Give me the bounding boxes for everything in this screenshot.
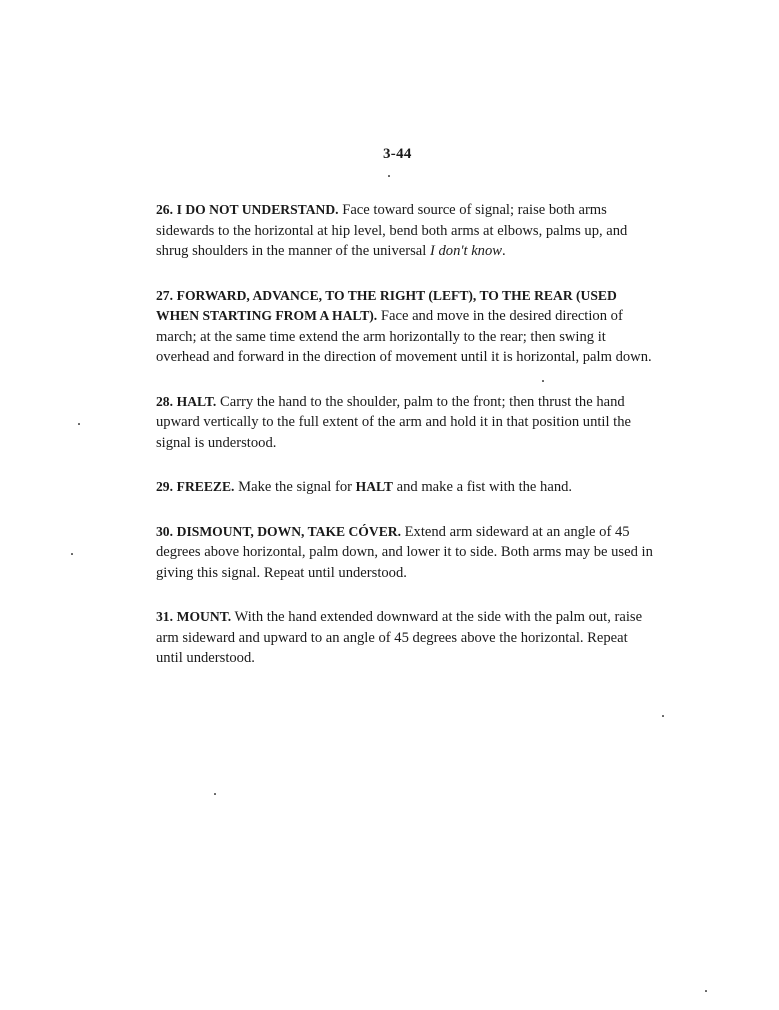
entry-heading: FREEZE. bbox=[176, 479, 235, 494]
signal-entry-30 bbox=[156, 522, 658, 584]
entry-number: 29. bbox=[156, 479, 173, 494]
scan-speck bbox=[542, 380, 544, 382]
entry-heading: MOUNT. bbox=[176, 609, 232, 624]
entry-text: Extend arm sideward at an angle of 45 degrees above horizontal, palm down, and lower it to side. Both arms may be used in giving this signal. Repeat until understood. bbox=[156, 523, 653, 581]
scan-speck bbox=[214, 793, 216, 795]
entry-heading: DISMOUNT, DOWN, TAKE CÓVER. bbox=[176, 523, 401, 539]
entry-number: 31. bbox=[156, 609, 173, 624]
signal-entry-26 bbox=[156, 200, 658, 262]
entry-text-tail: . bbox=[502, 243, 506, 259]
entry-number: 27. bbox=[156, 287, 173, 303]
scan-speck bbox=[388, 175, 390, 177]
entry-text: Carry the hand to the shoulder, palm to the front; then thrust the hand upward vertically to the full extent of the arm and hold it in that position until the signal is understood. bbox=[156, 393, 632, 451]
entry-text: With the hand extended downward at the side with the palm out, raise arm sideward and upward to an angle of 45 degrees above the horizontal. Repeat until understood. bbox=[156, 609, 643, 666]
signal-list bbox=[156, 200, 658, 669]
entry-emphasis: I don't know bbox=[429, 243, 503, 259]
entry-number: 30. bbox=[156, 523, 173, 539]
signal-entry-27 bbox=[156, 286, 658, 368]
entry-heading: FORWARD, ADVANCE, TO THE RIGHT (LEFT), TO THE REAR (USED WHEN STARTING FROM A HALT). bbox=[156, 287, 617, 323]
entry-text: Make the signal for bbox=[238, 479, 352, 495]
signal-entry-29 bbox=[156, 477, 658, 498]
entry-text-tail: and make a fist with the hand. bbox=[396, 479, 573, 495]
signal-entry-28 bbox=[156, 392, 658, 454]
entry-number: 28. bbox=[156, 393, 173, 409]
entry-heading: HALT. bbox=[176, 393, 217, 409]
entry-text: Face toward source of signal; raise both arms sidewards to the horizontal at hip level, bend both arms at elbows, palms up, and shrug shoulders in the manner of the universal bbox=[156, 202, 628, 259]
scan-speck bbox=[78, 423, 80, 425]
entry-inline-bold: HALT bbox=[355, 479, 393, 494]
signal-entry-31 bbox=[156, 607, 658, 669]
entry-number: 26. bbox=[156, 202, 173, 217]
scan-speck bbox=[705, 990, 707, 992]
entry-text: Face and move in the desired direction of march; at the same time extend the arm horizontally to the rear; then swing it overhead and forward in the direction of movement until it is horizontal, palm down. bbox=[156, 308, 652, 365]
scan-speck bbox=[662, 715, 664, 717]
entry-heading: I DO NOT UNDERSTAND. bbox=[176, 202, 339, 217]
scan-speck bbox=[71, 553, 73, 555]
page-number: 3-44 bbox=[383, 146, 412, 162]
